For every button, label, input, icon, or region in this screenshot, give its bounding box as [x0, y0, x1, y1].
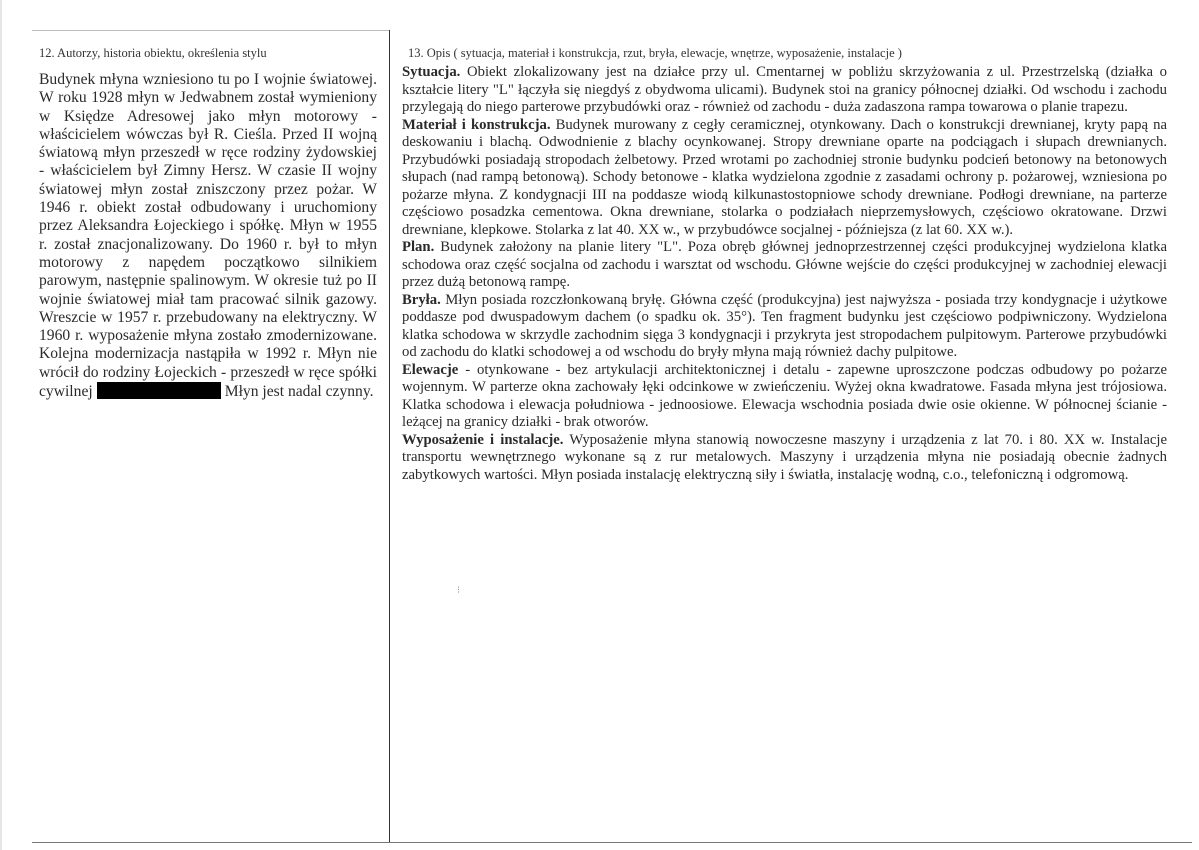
- top-border-line: [32, 30, 389, 31]
- description-situation: [402, 64, 1167, 117]
- equipment-title: Wyposażenie i instalacje.: [402, 431, 564, 448]
- description-massing: [402, 292, 1167, 362]
- scan-speck: ⁝: [457, 585, 461, 596]
- column-divider: [389, 30, 390, 842]
- material-title: Materiał i konstrukcja.: [402, 116, 551, 133]
- left-column: [39, 45, 377, 401]
- material-text: Budynek murowany z cegły ceramicznej, otynkowany. Dach o konstrukcji drewnianej, kryty papą na deskowaniu i blachą. Odwodnienie z blachy ocynkowanej. Stropy drewniane oparte na podciągach i słupach drewnianych. Przybudówki posiadają stropodach żelbetowy. Przed wrotami po zachodniej stronie budynku podcień betonowy na betonowych słupach (nad rampą betonową). Schody betonowe - klatka wydzielona zgodnie z zasadami ochrony p. pożarowej, wzniesiona po pożarze młyna. Z kondygnacji III na poddasze wiodą kilkunastostopniowe schody drewniane. Podłogi drewniane, na parterze częściowo posadzka cementowa. Okna drewniane, stolarka o podziałach nieprzemysłowych, częściowo okratowane. Drzwi drewniane, klepkowe. Stolarka z lat 40. XX w., w przybudówce socjalnej - późniejsza (z lat 60. XX w.).: [402, 116, 1168, 238]
- history-text-end: Młyn jest nadal czynny.: [224, 383, 374, 401]
- description-material: [402, 117, 1167, 240]
- elevations-text: - otynkowane - bez artykulacji architektonicznej i detalu - zapewne uproszczone podczas odbudowy po pożarze wojennym. W parterze okna zachowały łęki odcinkowe w zwieńczeniu. Wyżej okna kwadratowe. Fasada młyna jest trójosiowa. Klatka schodowa i elewacja południowa - jednoosiowe. Elewacja wschodnia posiada dwie osie okienne. W północnej ścianie - leżącej na granicy działki - brak otworów.: [402, 361, 1168, 430]
- description-plan: [402, 239, 1167, 292]
- bottom-border-line: [32, 842, 1192, 843]
- situation-title: Sytuacja.: [402, 64, 461, 80]
- situation-text: Obiekt zlokalizowany jest na działce przy ul. Cmentarnej w pobliżu skrzyżowania z ul. Przestrzelską (działka o kształcie litery "L" łączyła się niegdyś z obydwoma ulicami). Budynek stoi na granicy północnej działki. Od wschodu i zachodu przylegają do niego parterowe przybudówki oraz - również od zachodu - duża zadaszona rampa towarowa o planie trapezu.: [402, 64, 1167, 115]
- history-text-body: Budynek młyna wzniesiono tu po I wojnie światowej. W roku 1928 młyn w Jedwabnem został wymieniony w Księdze Adresowej jako młyn motorowy - właścicielem wówczas był R. Cieśla. Przed II wojną światową młyn przeszedł w ręce rodziny żydowskiej - właścicielem był Zimny Hersz. W czasie II wojny światowej młyn został zniszczony przez pożar. W 1946 r. obiekt został odbudowany i uruchomiony przez Aleksandra Łojeckiego i spółkę. Młyn w 1955 r. został znacjonalizowany. Do 1960 r. był to młyn motorowy z napędem początkowo silnikiem parowym, następnie spalinowym. W okresie tuż po II wojnie światowej miał tam pracować silnik gazowy. Wreszcie w 1957 r. przebudowany na elektryczny. W 1960 r. wyposażenie młyna zostało zmodernizowane. Kolejna modernizacja nastąpiła w 1992 r. Młyn nie wrócił do rodziny Łojeckich - przeszedł w ręce spółki cywilnej: [39, 71, 377, 401]
- section-13-heading: 13. Opis ( sytuacja, materiał i konstrukcja, rzut, bryła, elewacje, wnętrze, wyposażenie, instalacje ): [408, 46, 902, 60]
- description-elevations: [402, 362, 1167, 432]
- plan-title: Plan.: [402, 239, 435, 255]
- history-text: [39, 71, 377, 401]
- massing-title: Bryła.: [402, 291, 441, 308]
- section-12-heading: 12. Autorzy, historia obiektu, określenia stylu: [39, 46, 267, 60]
- massing-text: Młyn posiada rozczłonkowaną bryłę. Główna część (produkcyjna) jest najwyższa - posiada trzy kondygnacje i użytkowe poddasze pod dwuspadowym dachem (o spadku ok. 35°). Ten fragment budynku jest częściowo podpiwniczony. Wydzielona klatka schodowa w skrzydle zachodnim sięga 3 kondygnacji i przykryta jest stropodachem pulpitowym. Parterowe przybudówki od zachodu do klatki schodowej a od wschodu do bryły młyna mają również dachy pulpitowe.: [402, 291, 1168, 360]
- description-equipment: [402, 432, 1167, 485]
- redaction-box: [97, 382, 221, 399]
- elevations-title: Elewacje: [402, 361, 459, 378]
- equipment-text: Wyposażenie młyna stanowią nowoczesne maszyny i urządzenia z lat 70. i 80. XX w. Instalacje transportu wewnętrznego wykonane są z rur metalowych. Maszyny i urządzenia młyna nie posiadają obecnie żadnych zabytkowych wartości. Młyn posiada instalację elektryczną siły i światła, instalację wodną, c.o., telefoniczną i odgromową.: [402, 431, 1167, 483]
- plan-text: Budynek założony na planie litery "L". Poza obręb głównej jednoprzestrzennej części produkcyjnej wydzielona klatka schodowa oraz część socjalna od zachodu i warsztat od wschodu. Główne wejście do części produkcyjnej w zachodniej elewacji przez dużą betonową rampę.: [402, 239, 1167, 290]
- right-column: [402, 45, 1167, 484]
